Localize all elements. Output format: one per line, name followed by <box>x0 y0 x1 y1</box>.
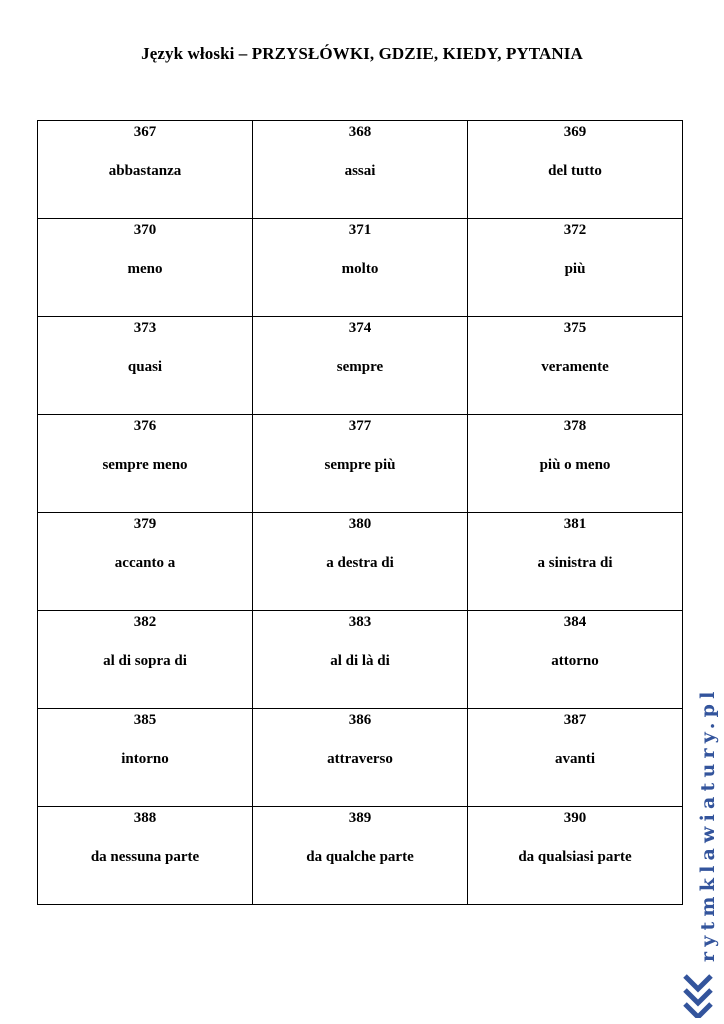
cell-word: più o meno <box>539 457 611 473</box>
vocab-cell <box>38 807 253 905</box>
vocab-cell <box>253 611 468 709</box>
cell-word: avanti <box>554 751 595 767</box>
cell-word: a destra di <box>326 555 394 571</box>
brand-text: rytmklawiatury.pl <box>697 686 719 962</box>
cell-number: 381 <box>563 516 587 532</box>
vocab-cell <box>38 317 253 415</box>
cell-word: molto <box>341 261 379 277</box>
vocab-cell <box>253 415 468 513</box>
cell-word: attraverso <box>327 751 393 767</box>
vocab-cell <box>468 415 683 513</box>
cell-number: 376 <box>133 418 157 434</box>
cell-number: 389 <box>348 810 372 826</box>
cell-number: 373 <box>133 320 157 336</box>
cell-number: 379 <box>133 516 157 532</box>
table-row <box>38 709 683 807</box>
cell-number: 387 <box>563 712 587 728</box>
cell-number: 384 <box>563 614 587 630</box>
cell-number: 367 <box>133 124 157 140</box>
cell-word: quasi <box>127 359 163 375</box>
vocab-cell <box>38 513 253 611</box>
table-row <box>38 121 683 219</box>
vocab-table <box>37 120 683 905</box>
cell-number: 368 <box>348 124 372 140</box>
table-row <box>38 415 683 513</box>
vocab-cell <box>38 121 253 219</box>
cell-word: sempre meno <box>102 457 188 473</box>
cell-number: 371 <box>348 222 372 238</box>
vocab-cell <box>38 219 253 317</box>
cell-number: 388 <box>133 810 157 826</box>
vocab-cell <box>253 121 468 219</box>
table-row <box>38 807 683 905</box>
cell-number: 374 <box>348 320 372 336</box>
cell-word: sempre <box>336 359 384 375</box>
cell-number: 378 <box>563 418 587 434</box>
cell-number: 382 <box>133 614 157 630</box>
cell-word: abbastanza <box>108 163 182 179</box>
vocab-cell <box>38 611 253 709</box>
cell-word: intorno <box>121 751 169 767</box>
vocab-cell <box>468 121 683 219</box>
cell-number: 383 <box>348 614 372 630</box>
cell-number: 380 <box>348 516 372 532</box>
table-row <box>38 611 683 709</box>
vocab-cell <box>468 611 683 709</box>
cell-number: 386 <box>348 712 372 728</box>
cell-word: da qualche parte <box>306 849 414 865</box>
cell-number: 372 <box>563 222 587 238</box>
cell-word: al di sopra di <box>103 653 187 669</box>
table-row <box>38 513 683 611</box>
cell-word: più <box>564 261 586 277</box>
page-title: Język włoski – PRZYSŁÓWKI, GDZIE, KIEDY, PYTANIA <box>141 44 583 63</box>
cell-number: 385 <box>133 712 157 728</box>
vocab-cell <box>253 709 468 807</box>
cell-number: 375 <box>563 320 587 336</box>
cell-word: veramente <box>541 359 609 375</box>
vocab-cell <box>253 317 468 415</box>
cell-word: da nessuna parte <box>90 849 200 865</box>
vocab-cell <box>38 415 253 513</box>
vocab-cell <box>253 513 468 611</box>
cell-word: a sinistra di <box>537 555 613 571</box>
table-row <box>38 219 683 317</box>
vocab-cell <box>468 807 683 905</box>
cell-number: 377 <box>348 418 372 434</box>
cell-word: sempre più <box>324 457 396 473</box>
cell-word: assai <box>344 163 376 179</box>
cell-number: 390 <box>563 810 587 826</box>
double-chevron-down-icon <box>682 972 714 1018</box>
cell-number: 370 <box>133 222 157 238</box>
cell-word: da qualsiasi parte <box>518 849 632 865</box>
cell-word: attorno <box>551 653 599 669</box>
vocab-cell <box>468 709 683 807</box>
cell-word: del tutto <box>548 163 602 179</box>
brand-watermark <box>678 686 719 1022</box>
vocab-cell <box>38 709 253 807</box>
vocab-cell <box>468 317 683 415</box>
vocab-table-body <box>38 121 683 905</box>
vocab-cell <box>468 219 683 317</box>
vocab-cell <box>253 219 468 317</box>
cell-number: 369 <box>563 124 587 140</box>
vocab-cell <box>468 513 683 611</box>
vocab-cell <box>253 807 468 905</box>
cell-word: accanto a <box>114 555 176 571</box>
cell-word: al di là di <box>330 653 390 669</box>
table-row <box>38 317 683 415</box>
cell-word: meno <box>127 261 163 277</box>
